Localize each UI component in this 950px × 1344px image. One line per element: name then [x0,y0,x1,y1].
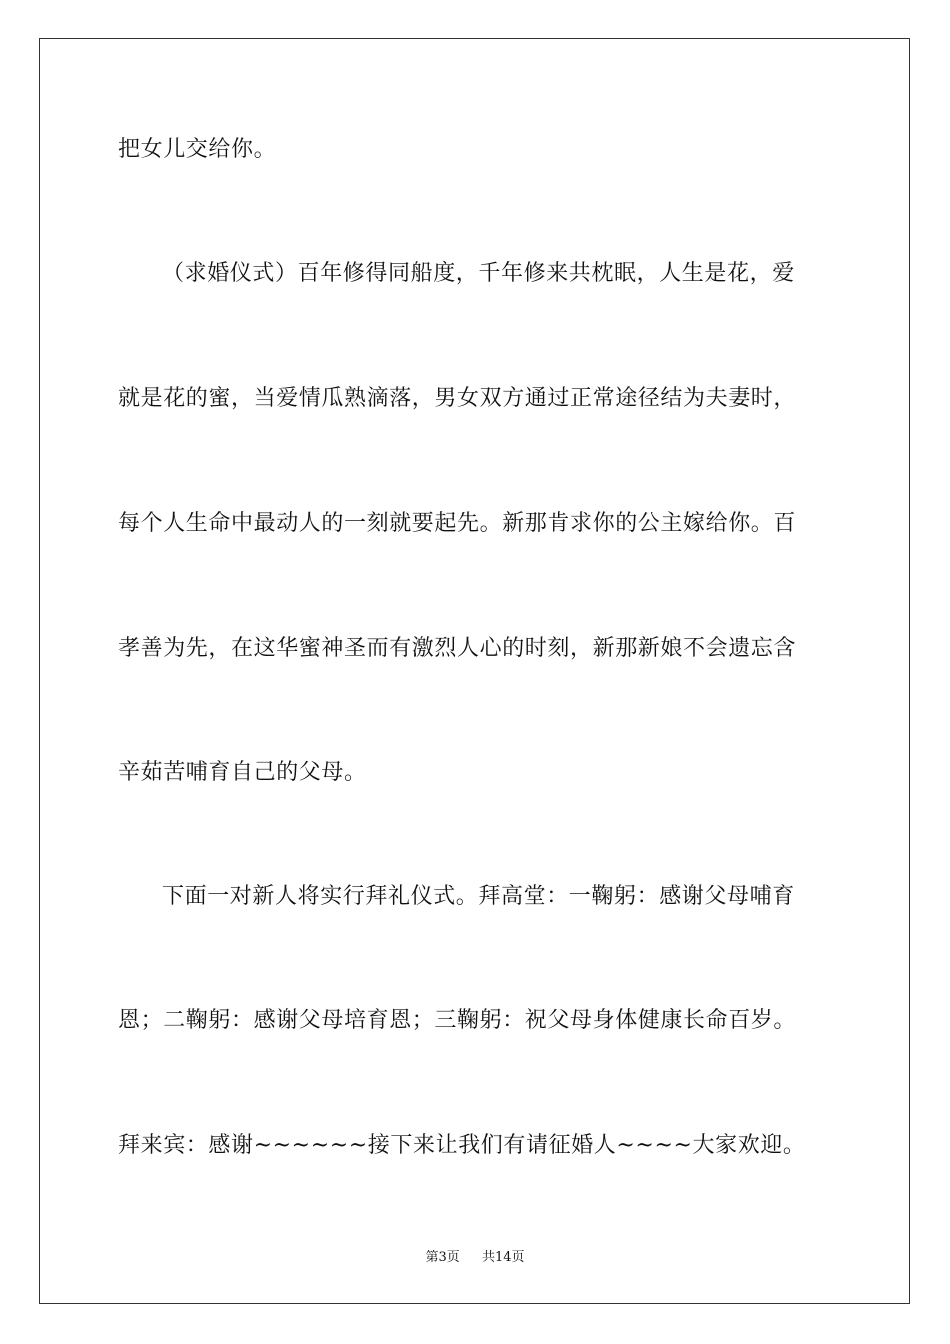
body-text-line: 每个人生命中最动人的一刻就要起先。新那肯求你的公主嫁给你。百 [118,511,797,536]
page-border [39,38,910,1304]
body-text-line: 拜来宾：感谢~~~~~~接下来让我们有请征婚人~~~~大家欢迎。 [118,1133,806,1158]
page-total: 共14页 [482,1250,525,1265]
body-text-line: 就是花的蜜，当爱情瓜熟滴落，男女双方通过正常途径结为夫妻时， [118,386,797,411]
body-text-line: 恩；二鞠躬：感谢父母培育恩；三鞠躬：祝父母身体健康长命百岁。 [118,1008,797,1033]
body-text-line: 辛茹苦哺育自己的父母。 [118,760,367,785]
body-text-line: 孝善为先，在这华蜜神圣而有激烈人心的时刻，新那新娘不会遗忘含 [118,636,797,661]
body-text-line: 把女儿交给你。 [118,137,277,162]
body-text-line: 下面一对新人将实行拜礼仪式。拜高堂：一鞠躬：感谢父母哺育 [162,884,795,909]
body-text-line: （求婚仪式）百年修得同船度，千年修来共枕眠，人生是花，爱 [162,261,795,286]
page-number: 第3页 [425,1250,460,1265]
page-footer [0,1249,950,1267]
